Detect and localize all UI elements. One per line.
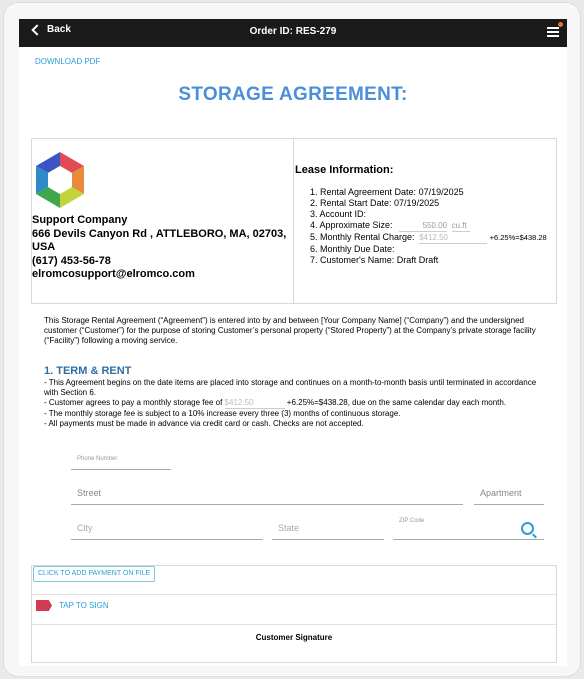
term-line: - The monthly storage fee is subject to a 10% increase every three (3) months of continuous storage.: [44, 409, 401, 418]
company-info: [32, 214, 292, 282]
section-title: 1. TERM & RENT: [44, 365, 132, 377]
lease-item: 6. Monthly Due Date:: [310, 244, 395, 254]
term-list: [44, 378, 544, 429]
zip-field[interactable]: ZIP Code: [393, 514, 544, 540]
lease-list: [310, 187, 547, 266]
lease-item: 1. Rental Agreement Date: 07/19/2025: [310, 187, 464, 197]
company-email: elromcosupport@elromco.com: [32, 268, 195, 280]
menu-icon[interactable]: [547, 27, 559, 38]
term-line: - All payments must be made in advance via credit card or cash. Checks are not accepted.: [44, 419, 364, 428]
tap-to-sign-button[interactable]: TAP TO SIGN: [36, 600, 109, 611]
info-box: [31, 138, 557, 304]
term-line: - This Agreement begins on the date items are placed into storage and continues on a month-to-month basis until terminated in accordance with Section 6.: [44, 378, 537, 397]
tablet-frame: [4, 3, 580, 676]
street-field[interactable]: Street: [71, 479, 463, 505]
rental-extra: +6.25%=$438.28: [489, 233, 547, 242]
order-id: Order ID: RES-279: [249, 26, 337, 37]
lease-item: 4. Approximate Size: 550.00 cu.ft: [310, 220, 547, 232]
search-icon[interactable]: [521, 522, 534, 535]
rental-value-field[interactable]: $412.50: [419, 232, 487, 244]
top-bar: [19, 19, 567, 47]
notification-dot: [558, 22, 563, 27]
lease-item: 2. Rental Start Date: 07/19/2025: [310, 198, 440, 208]
customer-signature-label: Customer Signature: [255, 633, 333, 642]
apartment-field[interactable]: Apartment: [474, 479, 544, 505]
monthly-fee-field[interactable]: $412.50: [225, 398, 285, 409]
phone-field[interactable]: Phone Number: [71, 443, 171, 470]
city-field[interactable]: City: [71, 516, 263, 540]
signature-box: [31, 565, 557, 663]
company-phone: (617) 453-56-78: [32, 254, 111, 267]
add-payment-button[interactable]: CLICK TO ADD PAYMENT ON FILE: [33, 566, 155, 582]
download-pdf-link[interactable]: DOWNLOAD PDF: [35, 57, 101, 66]
size-unit: cu.ft: [452, 220, 470, 232]
term-line: - Customer agrees to pay a monthly storage fee of $412.50 +6.25%=$438.28, due on the same calendar day each month.: [44, 398, 507, 407]
size-value: 550.00: [399, 220, 447, 232]
state-field[interactable]: State: [272, 516, 384, 540]
lease-title: Lease Information:: [295, 164, 394, 176]
lease-item: 5. Monthly Rental Charge: $412.50 +6.25%=$438.28: [310, 232, 547, 242]
company-address: 666 Devils Canyon Rd , ATTLEBORO, MA, 02703, USA: [32, 227, 287, 253]
screen: [19, 19, 567, 666]
lease-item: 3. Account ID:: [310, 209, 367, 219]
intro-paragraph: This Storage Rental Agreement (“Agreement”) is entered into by and between [Your Company Name] (“Company”) and the undersigned customer (“Customer”) for the purpose of storing Customer’s personal property (“Stored Property”) at the Company’s private storage facility (“Facility”) following a moving service.: [44, 316, 536, 345]
lease-item: 7. Customer's Name: Draft Draft: [310, 255, 439, 265]
page-title: STORAGE AGREEMENT:: [178, 84, 408, 105]
sign-tag-icon: [36, 600, 52, 611]
back-label: Back: [47, 24, 71, 35]
company-logo-icon: [32, 150, 88, 210]
company-name: Support Company: [32, 214, 128, 226]
